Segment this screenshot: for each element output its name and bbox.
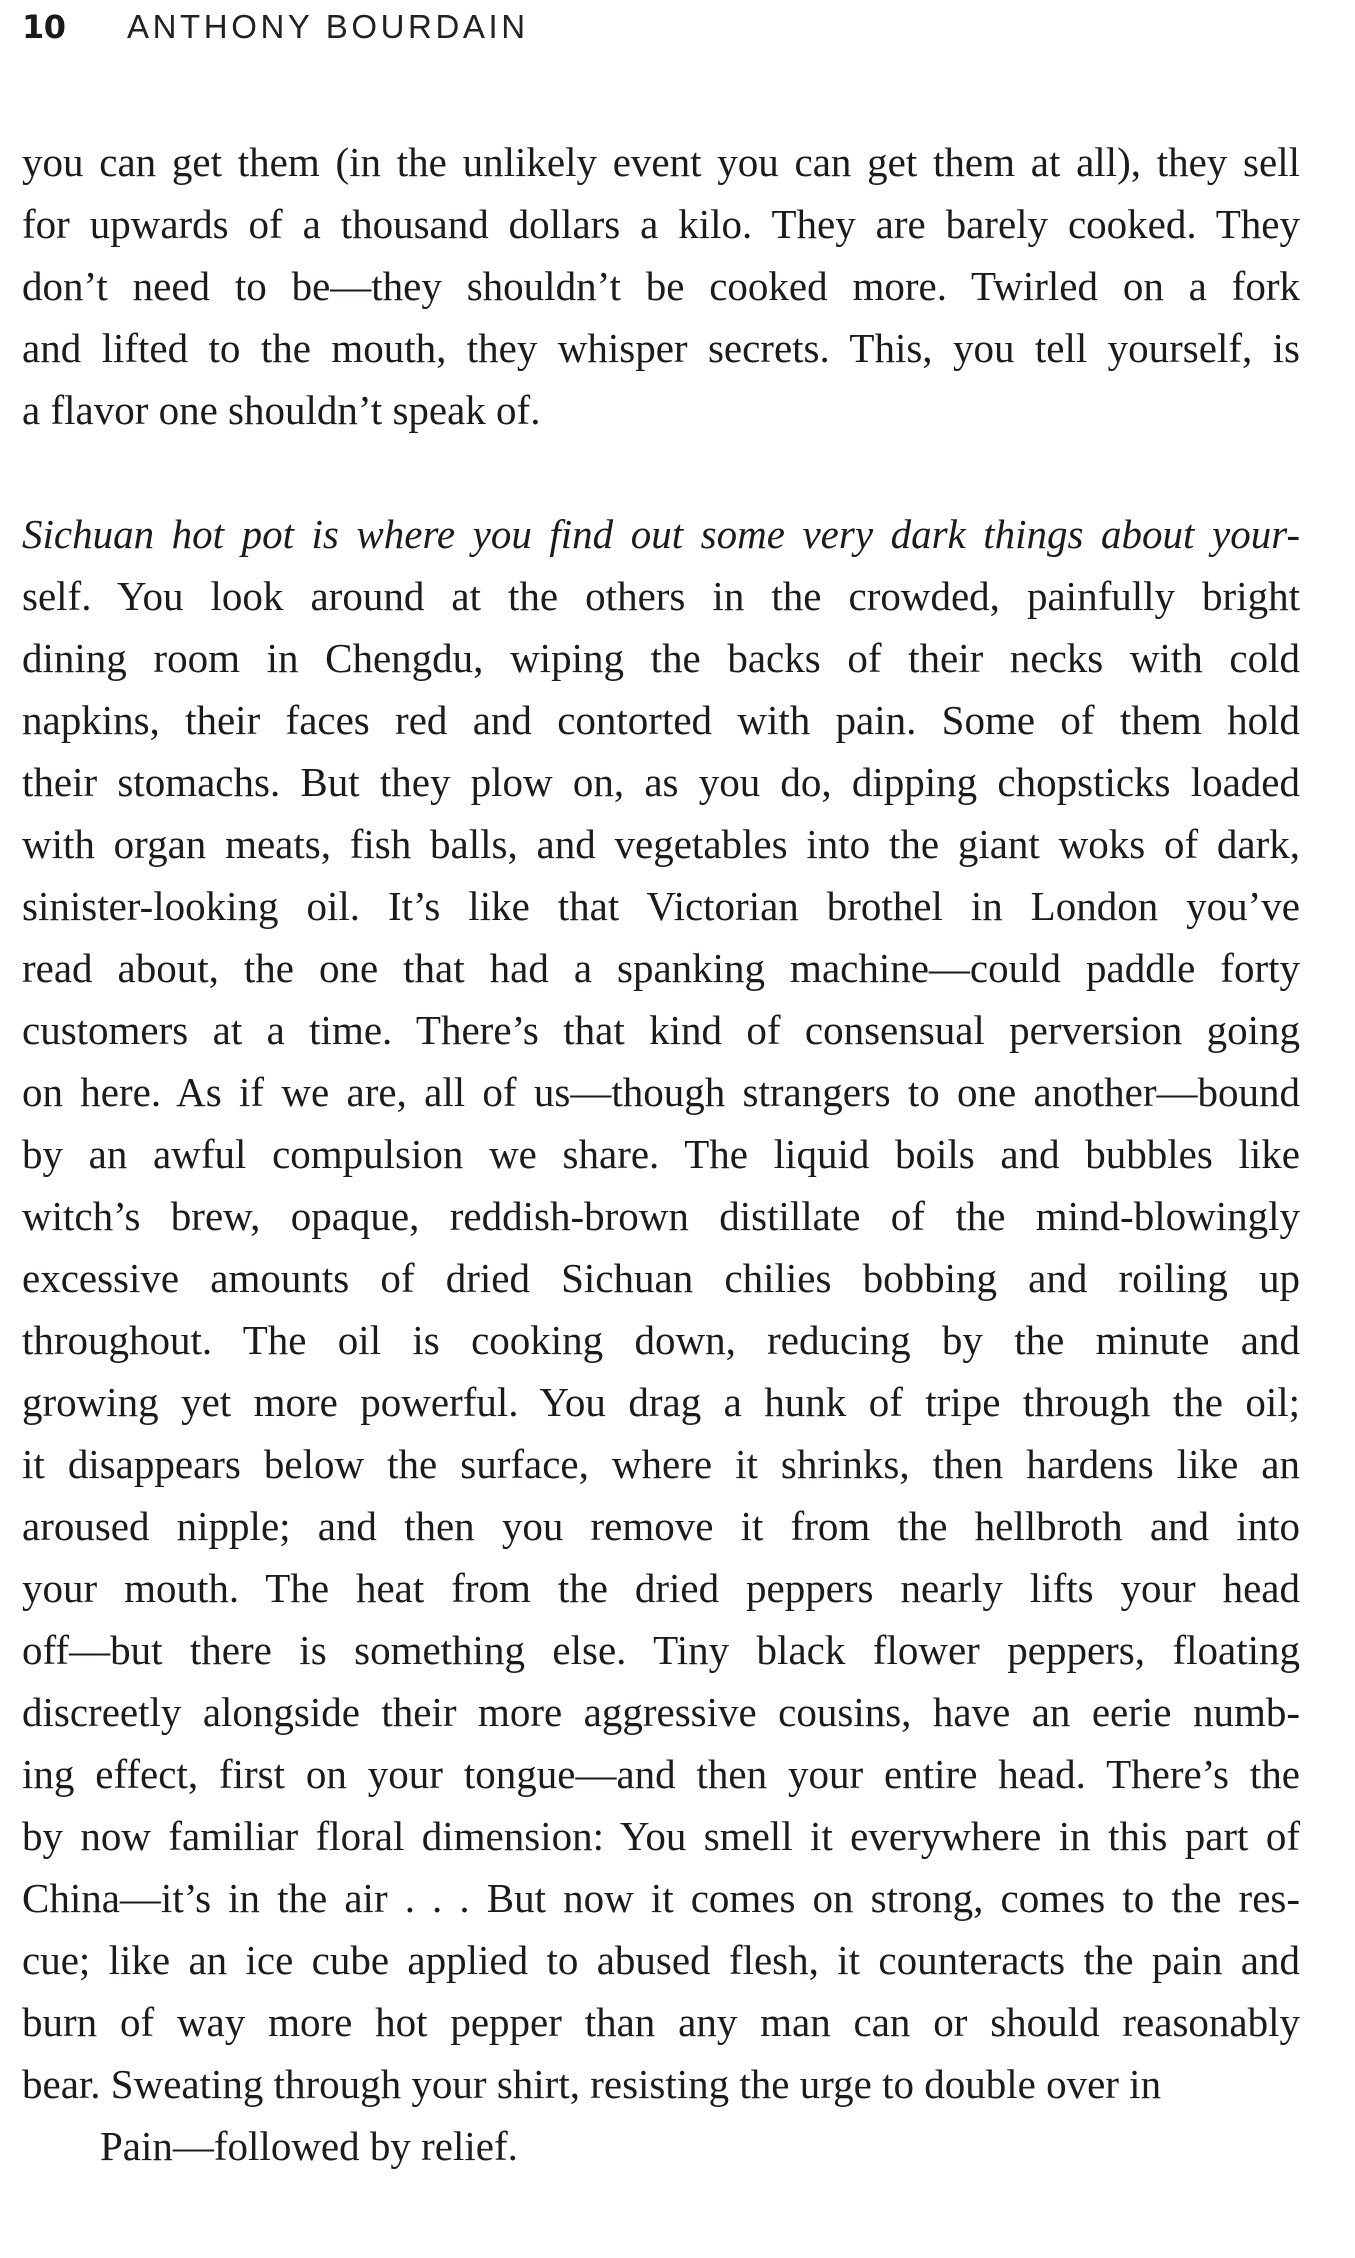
text-line: growing yet more powerful. You drag a hunk of tripe through the oil;: [22, 1379, 1300, 1425]
text-line: sinister-looking oil. It’s like that Victorian brothel in London you’ve: [22, 883, 1300, 929]
text-line: customers at a time. There’s that kind of consensual perversion going: [22, 1007, 1300, 1053]
page-number: 10: [22, 8, 66, 46]
text-line: burn of way more hot pepper than any man can or should reasonably: [22, 1999, 1300, 2045]
text-line: napkins, their faces red and contorted with pain. Some of them hold: [22, 697, 1300, 743]
text-line: bear. Sweating through your shirt, resisting the urge to double over in: [22, 2061, 1162, 2107]
text-line: ing effect, first on your tongue—and then your entire head. There’s the: [22, 1751, 1300, 1797]
section-break: [22, 441, 1300, 503]
text-line: excessive amounts of dried Sichuan chilies bobbing and roiling up: [22, 1255, 1300, 1301]
text-line: for upwards of a thousand dollars a kilo. They are barely cooked. They: [22, 201, 1300, 247]
paragraph-closing: [22, 2115, 1300, 2177]
text-line: read about, the one that had a spanking machine—could paddle forty: [22, 945, 1300, 991]
italic-lead-line: Sichuan hot pot is where you find out some very dark things about your-: [22, 511, 1300, 557]
text-line: throughout. The oil is cooking down, reducing by the minute and: [22, 1317, 1300, 1363]
running-head-author: ANTHONY BOURDAIN: [127, 8, 529, 45]
text-line: discreetly alongside their more aggressive cousins, have an eerie numb-: [22, 1689, 1300, 1735]
text-line: aroused nipple; and then you remove it from the hellbroth and into: [22, 1503, 1300, 1549]
text-line: by an awful compulsion we share. The liquid boils and bubbles like: [22, 1131, 1300, 1177]
text-line: witch’s brew, opaque, reddish-brown distillate of the mind-blowingly: [22, 1193, 1300, 1239]
text-line: self. You look around at the others in the crowded, painfully bright: [22, 573, 1300, 619]
text-line: by now familiar floral dimension: You smell it everywhere in this part of: [22, 1813, 1300, 1859]
text-line: Pain—followed by relief.: [100, 2123, 518, 2169]
text-line: with organ meats, fish balls, and vegetables into the giant woks of dark,: [22, 821, 1300, 867]
text-line: dining room in Chengdu, wiping the backs of their necks with cold: [22, 635, 1300, 681]
text-line: and lifted to the mouth, they whisper secrets. This, you tell yourself, is: [22, 325, 1300, 371]
body-text: [22, 131, 1300, 2177]
paragraph-hot-pot: [22, 503, 1300, 2115]
running-head: [22, 8, 529, 52]
text-line: their stomachs. But they plow on, as you do, dipping chopsticks loaded: [22, 759, 1300, 805]
text-line: it disappears below the surface, where it shrinks, then hardens like an: [22, 1441, 1300, 1487]
text-line: your mouth. The heat from the dried peppers nearly lifts your head: [22, 1565, 1300, 1611]
text-line: off—but there is something else. Tiny black flower peppers, floating: [22, 1627, 1300, 1673]
text-line: China—it’s in the air . . . But now it comes on strong, comes to the res-: [22, 1875, 1300, 1921]
paragraph-continued: [22, 131, 1300, 441]
text-line: don’t need to be—they shouldn’t be cooked more. Twirled on a fork: [22, 263, 1300, 309]
text-line: a flavor one shouldn’t speak of.: [22, 387, 541, 433]
text-line: cue; like an ice cube applied to abused flesh, it counteracts the pain and: [22, 1937, 1300, 1983]
text-line: you can get them (in the unlikely event you can get them at all), they sell: [22, 139, 1300, 185]
text-line: on here. As if we are, all of us—though strangers to one another—bound: [22, 1069, 1300, 1115]
